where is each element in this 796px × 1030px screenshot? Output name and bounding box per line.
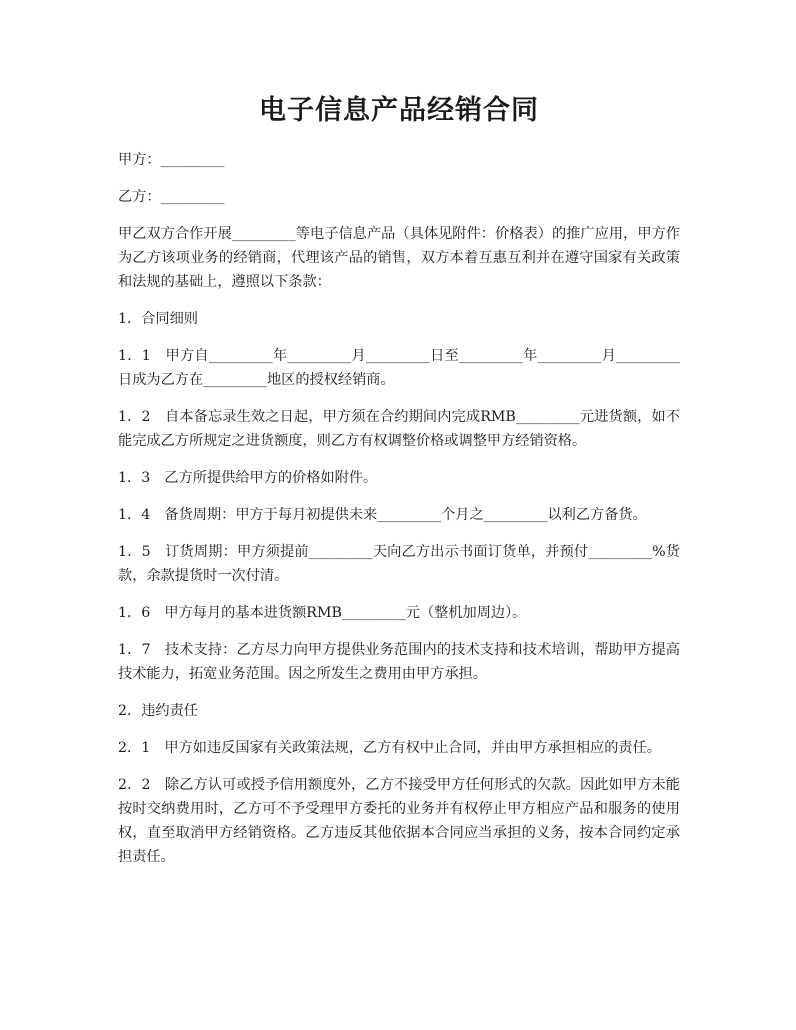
- clause-1-2: 1．2 自本备忘录生效之日起，甲方须在合约期间内完成RMB_________元进货额，如不能完成乙方所规定之进货额度，则乙方有权调整价格或调整甲方经销资格。: [118, 409, 680, 449]
- party-b-line: 乙方：_________: [118, 189, 225, 205]
- clause-1-4: 1．4 备货周期：甲方于每月初提供未来_________个月之_________以利乙方备货。: [118, 507, 647, 523]
- party-a-line: 甲方：_________: [118, 152, 225, 168]
- document-title: 电子信息产品经销合同: [259, 95, 539, 126]
- intro-paragraph: 甲乙双方合作开展_________等电子信息产品（具体见附件：价格表）的推广应用，甲方作为乙方该项业务的经销商，代理该产品的销售，双方本着互惠互利并在遵守国家有关政策和法规的基础上，遵照以下条款：: [118, 226, 680, 290]
- clause-1-6: 1．6 甲方每月的基本进货额RMB_________元（整机加周边）。: [118, 605, 527, 621]
- clause-1-3: 1．3 乙方所提供给甲方的价格如附件。: [118, 470, 378, 486]
- clause-1-1: 1．1 甲方自_________年_________月_________日至_________年_________月_________日成为乙方在_________地区的授权经销商。: [118, 348, 680, 388]
- contract-page: [118, 92, 680, 882]
- clause-1-5: 1．5 订货周期：甲方须提前_________天向乙方出示书面订货单，并预付_________%货款，余款提货时一次付清。: [118, 544, 680, 584]
- section-2-heading: 2．违约责任: [118, 703, 198, 719]
- clause-1-7: 1．7 技术支持：乙方尽力向甲方提供业务范围内的技术支持和技术培训，帮助甲方提高技术能力，拓宽业务范围。因之所发生之费用由甲方承担。: [118, 642, 680, 682]
- clause-2-2: 2．2 除乙方认可或授予信用额度外，乙方不接受甲方任何形式的欠款。因此如甲方未能按时交纳费用时，乙方可不予受理甲方委托的业务并有权停止甲方相应产品和服务的使用权，直至取消甲方经销资格。乙方违反其他依据本合同应当承担的义务，按本合同约定承担责任。: [118, 777, 680, 865]
- clause-2-1: 2．1 甲方如违反国家有关政策法规，乙方有权中止合同，并由甲方承担相应的责任。: [118, 740, 661, 756]
- section-1-heading: 1．合同细则: [118, 311, 198, 327]
